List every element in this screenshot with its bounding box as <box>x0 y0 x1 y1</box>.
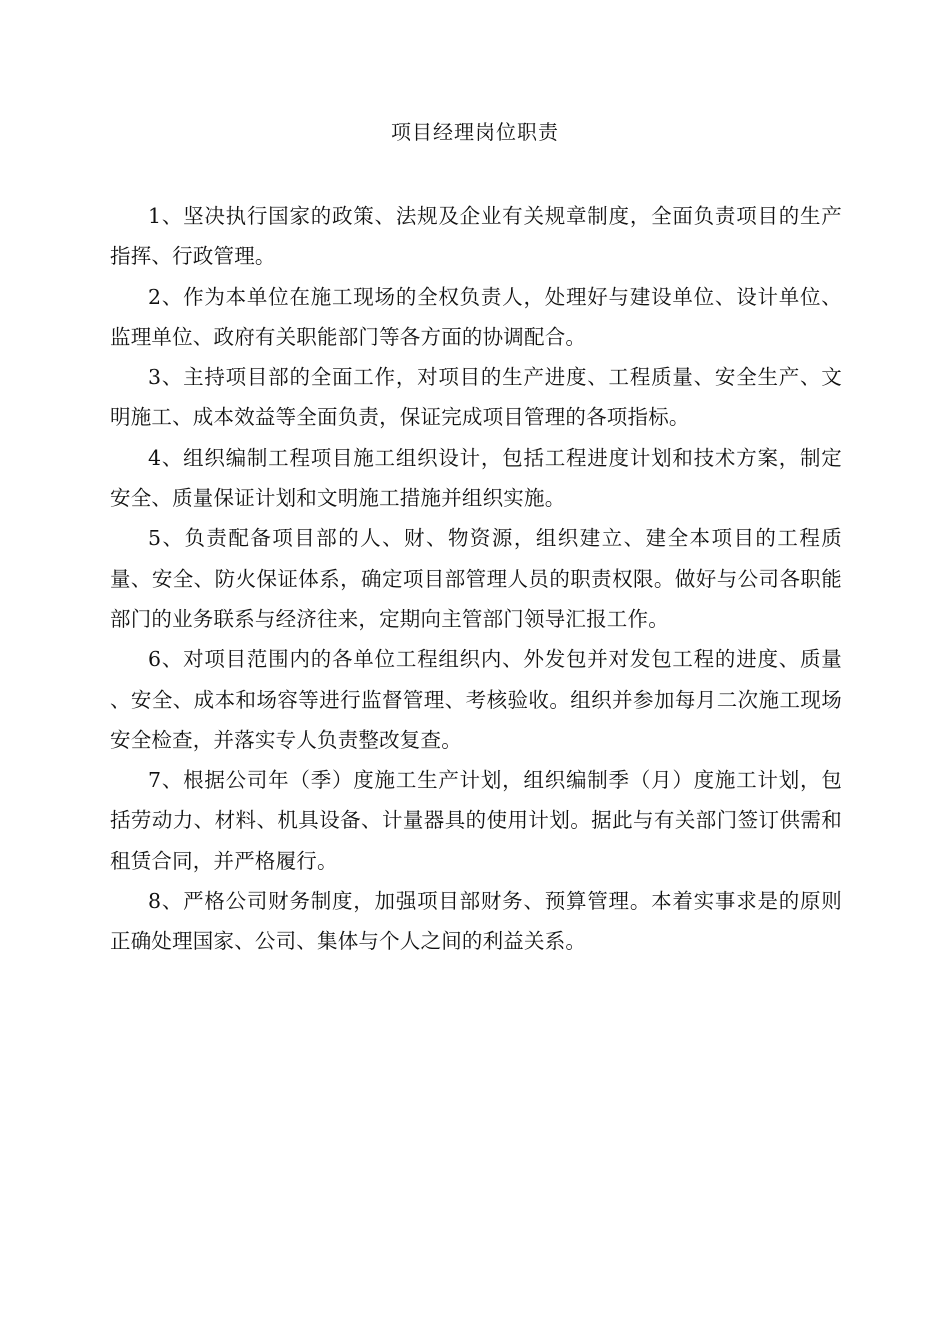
duty-item-5: 5、负责配备项目部的人、财、物资源，组织建立、建全本项目的工程质量、安全、防火保证体系，确定项目部管理人员的职责权限。做好与公司各职能部门的业务联系与经济往来，定期向主管部门领导汇报工作。 <box>110 526 842 631</box>
duty-item-1: 1、坚决执行国家的政策、法规及企业有关规章制度，全面负责项目的生产指挥、行政管理。 <box>110 204 842 269</box>
duty-item-8: 8、严格公司财务制度，加强项目部财务、预算管理。本着实事求是的原则正确处理国家、公司、集体与个人之间的利益关系。 <box>110 889 842 954</box>
duty-item-2: 2、作为本单位在施工现场的全权负责人，处理好与建设单位、设计单位、监理单位、政府有关职能部门等各方面的协调配合。 <box>110 284 842 349</box>
document-title: 项目经理岗位职责 <box>391 120 559 144</box>
duty-item-7: 7、根据公司年（季）度施工生产计划，组织编制季（月）度施工计划，包括劳动力、材料、机具设备、计量器具的使用计划。据此与有关部门签订供需和租赁合同，并严格履行。 <box>110 768 842 873</box>
document-body <box>110 196 842 962</box>
duty-item-6: 6、对项目范围内的各单位工程组织内、外发包并对发包工程的进度、质量 、安全、成本和场容等进行监督管理、考核验收。组织并参加每月二次施工现场安全检查，并落实专人负责整改复查。 <box>110 647 842 752</box>
duty-item-4: 4、组织编制工程项目施工组织设计，包括工程进度计划和技术方案，制定安全、质量保证计划和文明施工措施并组织实施。 <box>110 445 842 511</box>
duty-item-3: 3、主持项目部的全面工作，对项目的生产进度、工程质量、安全生产、文明施工、成本效益等全面负责，保证完成项目管理的各项指标。 <box>110 365 842 430</box>
